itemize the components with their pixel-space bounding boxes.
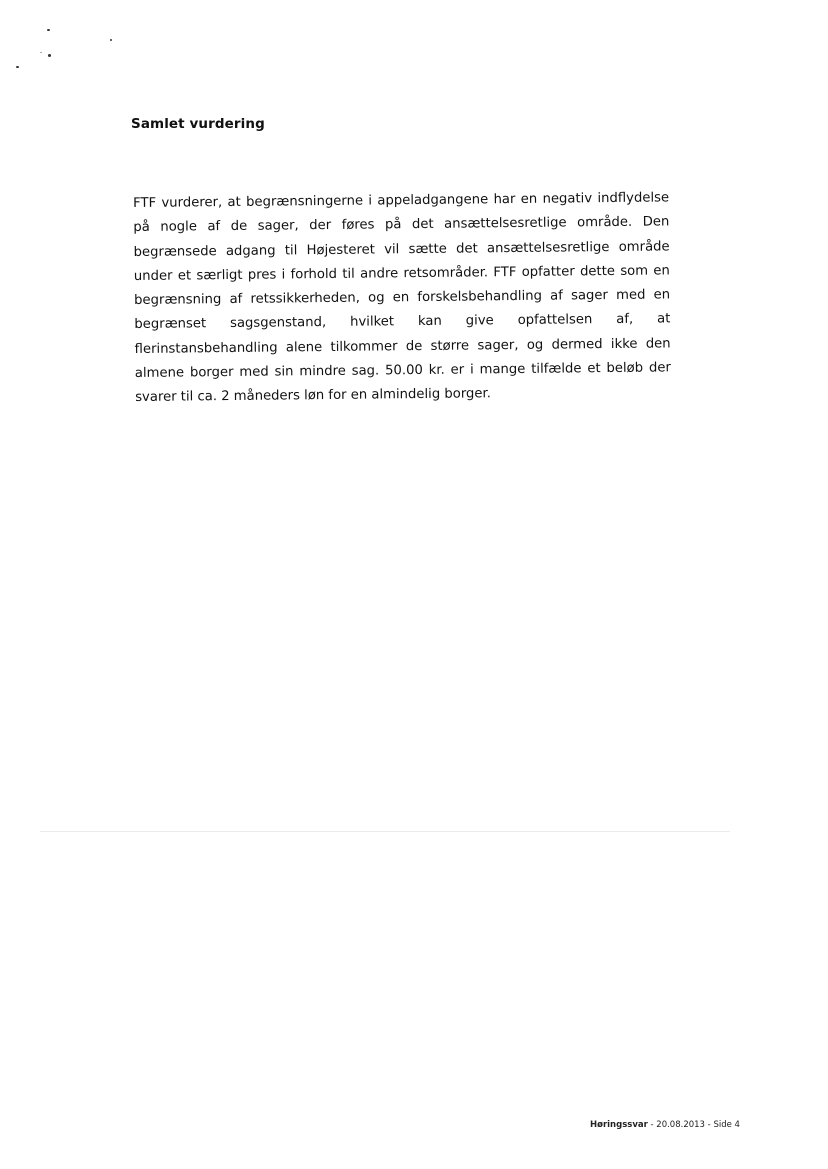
footer-separator: - [704,1120,714,1130]
footer-date: 20.08.2013 [656,1120,705,1130]
scan-speck [47,29,50,31]
footer-page-number: Side 4 [713,1120,740,1130]
section-heading: Samlet vurdering [131,116,265,132]
footer-document-name: Høringssvar [590,1120,648,1130]
scan-speck [110,39,112,41]
body-paragraph: FTF vurderer, at begrænsningerne i appeladgangene har en negativ indflydelse på nogle af de sager, der føres på det ansættelsesretlige område. Den begrænsede adgang til Højesteret vil sætte det ansættelsesretlige område under et særligt pres i forhold til andre retsområder. FTF opfatter dette som en begrænsning af retssikkerheden, og en forskelsbehandling af sager med en begrænset sagsgenstand, hvilket kan give opfattelsen af, at flerinstansbehandling alene tilkommer de større sager, og dermed ikke den almene borger med sin mindre sag. 50.00 kr. er i mange tilfælde et beløb der svarer til ca. 2 måneders løn for en almindelig borger. [133,190,671,406]
footer-separator: - [647,1120,657,1130]
scan-speck [48,54,51,57]
scan-speck [40,52,42,53]
scan-fold-line [40,831,730,832]
scan-speck [16,66,19,68]
page-footer [590,1120,740,1130]
